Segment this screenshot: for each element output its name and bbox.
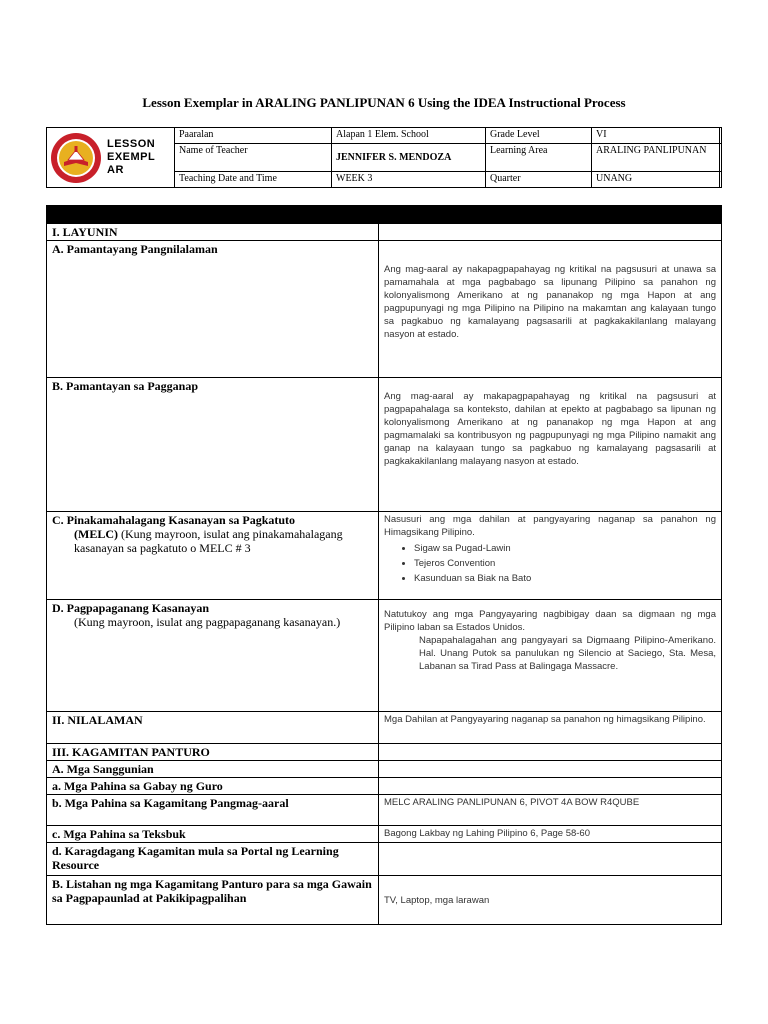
melc-content — [379, 512, 722, 600]
list-item: • Sigaw sa Pugad-Lawin — [414, 541, 716, 556]
pagpapaganang-content — [379, 600, 722, 712]
lesson-plan-table — [46, 205, 722, 925]
school-label: Paaralan — [175, 128, 332, 144]
grade-label: Grade Level — [486, 128, 592, 144]
quarter-value: UNANG — [592, 172, 722, 188]
section-teksbuk: c. Mga Pahina sa Teksbuk — [47, 826, 379, 843]
pagpapaganang-note: (Kung mayroon, isulat ang pagpapaganang kasanayan.) — [74, 615, 341, 629]
grade-value: VI — [592, 128, 722, 144]
quarter-label: Quarter — [486, 172, 592, 188]
pamantayang-pangnilalaman-text: Ang mag-aaral ay nakapagpapahayag ng kritikal na pagsusuri at unawa sa pamamahala at mga pagbabago sa lipunang Pilipino sa panahon ng kolonyalismong Amerikano at ng pananakop ng mga Hapon at ang pagpupunyagi ng mga Pilipino na Pilipino na makamtan ang kalayaan tungo sa pagkabuo ng kamalayang pagsasarili at pagkakakilanlang malayang nasyon at estado. — [379, 241, 722, 378]
table-header-bar — [47, 206, 722, 224]
section-pamantayan-pagganap: B. Pamantayan sa Pagganap — [47, 378, 379, 512]
pamantayan-pagganap-text: Ang mag-aaral ay makapagpapahayag ng kritikal na pagsusuri at pagpapahalaga sa konteksto, dahilan at epekto at pagbabago sa lipunan ng kolonyalismong Amerikano at ng pananakop ng mga Hapon at ang pagmamalaki sa kontribusyon ng pagpupunyagi ng mga Pilipino namakit ang ganap na kalayaan tungo sa pagkabuo ng kamalayang pagsasarili at pagkakakilanlang malayang nasyon at estado. — [379, 378, 722, 512]
melc-title: C. Pinakamahalagang Kasanayan sa Pagkatuto — [52, 513, 296, 527]
lesson-header — [46, 127, 720, 188]
school-value: Alapan 1 Elem. School — [332, 128, 486, 144]
section-gabay-guro: a. Mga Pahina sa Gabay ng Guro — [47, 778, 379, 795]
teacher-value: JENNIFER S. MENDOZA — [332, 143, 486, 172]
section-kagamitang-pangmag-aaral: b. Mga Pahina sa Kagamitang Pangmag-aaral — [47, 795, 379, 826]
lesson-exemplar-label: LESSON EXEMPL AR — [107, 138, 156, 176]
section-pamantayang-pangnilalaman: A. Pamantayang Pangnilalaman — [47, 241, 379, 378]
melc-list — [384, 541, 716, 586]
listahan-text: TV, Laptop, mga larawan — [379, 876, 722, 925]
area-label: Learning Area — [486, 143, 592, 172]
header-info-table — [174, 127, 722, 188]
kagamitang-text: MELC ARALING PANLIPUNAN 6, PIVOT 4A BOW R4QUBE — [379, 795, 722, 826]
date-value: WEEK 3 — [332, 172, 486, 188]
section-karagdagang-kagamitan: d. Karagdagang Kagamitan mula sa Portal ng Learning Resource — [47, 843, 379, 876]
section-nilalaman: II. NILALAMAN — [47, 712, 379, 744]
area-value: ARALING PANLIPUNAN — [592, 143, 722, 172]
section-layunin: I. LAYUNIN — [47, 224, 379, 241]
melc-note: (Kung mayroon, isulat ang pinakamahalagang kasanayan sa pagkatuto o MELC # 3 — [74, 527, 343, 555]
section-melc — [47, 512, 379, 600]
section-pagpapaganang — [47, 600, 379, 712]
section-kagamitan: III. KAGAMITAN PANTURO — [47, 744, 379, 761]
school-seal-logo — [50, 132, 102, 184]
melc-text: Nasusuri ang mga dahilan at pangyayaring naganap sa panahon ng Himagsikang Pilipino. — [384, 514, 716, 538]
list-item: • Tejeros Convention — [414, 556, 716, 571]
pagpapaganang-text-2: Napapahalagahan ang pangyayari sa Digmaang Pilipino-Amerikano. Hal. Unang Putok sa panulukan ng Silencio at Saciego, Sta. Mesa, Labanan sa Tirad Pass at Balingaga Massacre. — [419, 635, 716, 672]
nilalaman-text: Mga Dahilan at Pangyayaring naganap sa panahon ng himagsikang Pilipino. — [379, 712, 722, 744]
pagpapaganang-title: D. Pagpapaganang Kasanayan — [52, 601, 210, 615]
melc-bold-label: (MELC) — [74, 527, 118, 541]
teacher-label: Name of Teacher — [175, 143, 332, 172]
list-item: • Kasunduan sa Biak na Bato — [414, 571, 716, 586]
section-listahan: B. Listahan ng mga Kagamitang Panturo para sa mga Gawain sa Pagpapaunlad at Pakikipagpalihan — [47, 876, 379, 925]
date-label: Teaching Date and Time — [175, 172, 332, 188]
section-sanggunian: A. Mga Sanggunian — [47, 761, 379, 778]
page-title: Lesson Exemplar in ARALING PANLIPUNAN 6 Using the IDEA Instructional Process — [142, 95, 626, 110]
pagpapaganang-text-1: Natutukoy ang mga Pangyayaring nagbibigay daan sa digmaan ng mga Pilipino laban sa Estados Unidos. — [384, 609, 716, 633]
teksbuk-text: Bagong Lakbay ng Lahing Pilipino 6, Page 58-60 — [379, 826, 722, 843]
